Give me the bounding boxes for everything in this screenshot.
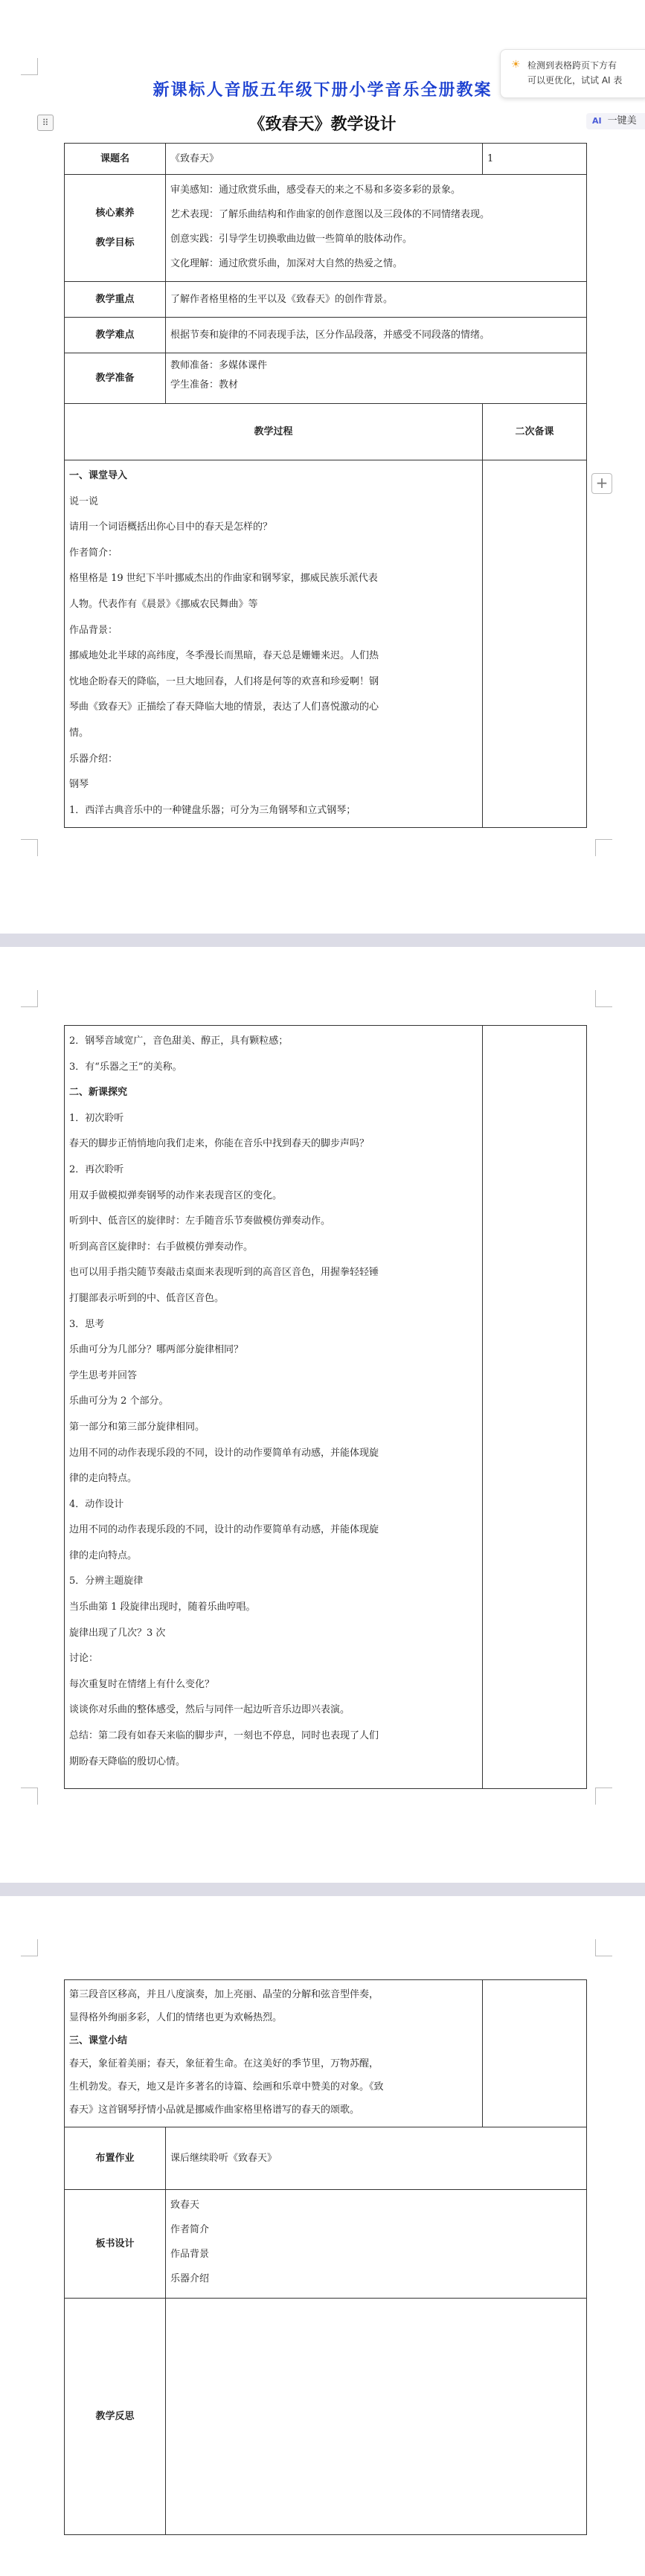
page-corner-mark	[21, 839, 38, 856]
process-header: 教学过程	[65, 404, 483, 460]
page-corner-mark	[595, 1788, 612, 1805]
notes-header: 二次备课	[483, 404, 587, 460]
process-line: 5．分辨主题旋律	[69, 1576, 144, 1587]
page-corner-mark	[21, 58, 38, 75]
core-goals-label	[65, 175, 166, 282]
process-cell-page-3	[65, 1980, 483, 2127]
process-line: 显得格外绚丽多彩，人们的情绪也更为欢畅热烈。	[69, 2012, 283, 2023]
process-line: 作者简介：	[69, 547, 118, 559]
process-line: 总结：第二段有如春天来临的脚步声，一刻也不停息，同时也表现了人们	[69, 1730, 379, 1742]
reflection-cell[interactable]	[166, 2299, 587, 2535]
process-line: 期盼春天降临的殷切心情。	[69, 1756, 186, 1767]
process-line: 边用不同的动作表现乐段的不同，设计的动作要简单有动感，并能体现旋	[69, 1447, 379, 1459]
page-title: 《致春天》教学设计	[248, 115, 397, 134]
teaching-goals-label: 教学目标	[95, 237, 135, 248]
page-corner-mark	[21, 1788, 38, 1805]
preparation-cell	[166, 353, 587, 404]
board-item: 乐器介绍	[170, 2273, 210, 2284]
lesson-table-part-1	[64, 143, 587, 828]
core-literacy-label: 核心素养	[95, 207, 135, 219]
preparation-item: 教师准备：多媒体课件	[170, 360, 268, 371]
process-line: 挪威地处北半球的高纬度，冬季漫长而黑暗，春天总是姗姗来迟。人们热	[69, 650, 379, 662]
doc-banner: 新课标人音版五年级下册小学音乐全册教案	[153, 80, 492, 100]
ai-beautify-label: 一键美	[607, 115, 637, 126]
process-line: 1．初次聆听	[69, 1112, 124, 1124]
section-heading: 三、课堂小结	[69, 2035, 128, 2046]
difficulty-label: 教学难点	[65, 318, 166, 353]
process-line: 春天，象征着美丽；春天，象征着生命。在这美好的季节里，万物苏醒，	[69, 2058, 379, 2069]
topic-hours: 1	[483, 144, 587, 175]
key-points-value: 了解作者格里格的生平以及《致春天》的创作背景。	[166, 282, 587, 318]
process-line: 情。	[69, 727, 89, 739]
process-line: 生机勃发。春天，地又是许多著名的诗篇、绘画和乐章中赞美的对象。《致	[69, 2081, 384, 2092]
process-lines	[69, 1029, 478, 1775]
notes-cell-page-2[interactable]	[483, 1026, 587, 1789]
core-goal-item: 艺术表现：了解乐曲结构和作曲家的创作意图以及三段体的不同情绪表现。	[170, 209, 490, 220]
preparation-label: 教学准备	[65, 353, 166, 404]
reflection-label: 教学反思	[65, 2299, 166, 2535]
core-goal-item: 文化理解：通过欣赏乐曲，加深对大自然的热爱之情。	[170, 258, 403, 269]
process-lines	[69, 463, 478, 823]
process-line: 听到中、低音区的旋律时：左手随音乐节奏做模仿弹奏动作。	[69, 1215, 331, 1227]
notes-cell-page-3[interactable]	[483, 1980, 587, 2127]
page-2	[0, 947, 645, 1883]
page-separator	[0, 934, 645, 947]
page-corner-mark	[595, 990, 612, 1007]
process-cell-page-2	[65, 1026, 483, 1789]
page-3	[0, 1896, 645, 2576]
process-line: 春天的脚步正悄悄地向我们走来，你能在音乐中找到春天的脚步声吗？	[69, 1138, 370, 1150]
page-corner-mark	[595, 839, 612, 856]
process-line: 谈谈你对乐曲的整体感受，然后与同伴一起边听音乐边即兴表演。	[69, 1704, 350, 1716]
ai-tag-icon: AI	[592, 116, 602, 126]
process-line: 3．有“乐器之王”的美称。	[69, 1061, 182, 1073]
section-heading: 一、课堂导入	[69, 470, 128, 481]
process-line: 2．再次聆听	[69, 1163, 124, 1175]
process-line: 也可以用手指尖随节奏敲击桌面来表现听到的高音区音色，用握拳轻轻锤	[69, 1267, 379, 1279]
process-line: 作品背景：	[69, 624, 118, 636]
process-line: 听到高音区旋律时：右手做模仿弹奏动作。	[69, 1241, 254, 1253]
add-row-button[interactable]: +	[591, 473, 612, 494]
process-line: 当乐曲第 1 段旋律出现时，随着乐曲哼唱。	[69, 1602, 256, 1613]
process-lines	[69, 1983, 478, 2121]
topic-label: 课题名	[65, 144, 166, 175]
topic-value: 《致春天》	[166, 144, 483, 175]
section-heading: 二、新课探究	[69, 1087, 128, 1099]
page-corner-mark	[595, 1939, 612, 1956]
process-line: 边用不同的动作表现乐段的不同，设计的动作要简单有动感，并能体现旋	[69, 1524, 379, 1536]
process-cell-page-1	[65, 460, 483, 828]
process-line: 旋律出现了几次？3 次	[69, 1627, 166, 1639]
ai-beautify-button[interactable]	[586, 113, 645, 129]
process-line: 乐曲可分为 2 个部分。	[69, 1395, 169, 1407]
page-corner-mark	[21, 1939, 38, 1956]
lightbulb-icon: ☀	[511, 59, 521, 71]
homework-label: 布置作业	[65, 2127, 166, 2190]
process-line: 用双手做模拟弹奏钢琴的动作来表现音区的变化。	[69, 1189, 283, 1201]
process-line: 请用一个词语概括出你心目中的春天是怎样的？	[69, 521, 273, 533]
homework-value: 课后继续聆听《致春天》	[166, 2127, 587, 2190]
board-item: 作品背景	[170, 2249, 210, 2260]
process-line: 人物。代表作有《晨景》《挪威农民舞曲》等	[69, 598, 258, 610]
core-goals-cell	[166, 175, 587, 282]
process-line: 春天》这首钢琴抒情小品就是挪威作曲家格里格谱写的春天的颂歌。	[69, 2104, 360, 2116]
lesson-table-part-2	[64, 1025, 587, 1789]
board-design-label: 板书设计	[65, 2190, 166, 2299]
process-line: 乐器介绍：	[69, 753, 118, 765]
ai-popup-text-2: 可以更优化，试试 AI 表	[527, 75, 623, 86]
process-line: 4．动作设计	[69, 1498, 124, 1510]
process-line: 格里格是 19 世纪下半叶挪威杰出的作曲家和钢琴家，挪威民族乐派代表	[69, 573, 378, 585]
process-line: 说一说	[69, 495, 99, 507]
key-points-label: 教学重点	[65, 282, 166, 318]
process-line: 学生思考并回答	[69, 1369, 138, 1381]
process-line: 忱地企盼春天的降临，一旦大地回春，人们将是何等的欢喜和珍爱啊！钢	[69, 675, 379, 687]
process-line: 2．钢琴音域宽广，音色甜美、醇正，具有颗粒感；	[69, 1035, 289, 1047]
process-line: 第三段音区移高，并且八度演奏，加上亮丽、晶莹的分解和弦音型伴奏，	[69, 1989, 379, 2000]
core-goal-item: 审美感知：通过欣赏乐曲，感受春天的来之不易和多姿多彩的景象。	[170, 184, 461, 196]
page-separator	[0, 1883, 645, 1896]
ai-suggestion-popup[interactable]	[500, 49, 645, 98]
process-line: 琴曲《致春天》正描绘了春天降临大地的情景，表达了人们喜悦激动的心	[69, 701, 379, 713]
process-line: 乐曲可分为几部分？哪两部分旋律相同？	[69, 1344, 244, 1356]
process-line: 3．思考	[69, 1318, 105, 1330]
process-line: 钢琴	[69, 779, 89, 791]
page-corner-mark	[21, 990, 38, 1007]
board-item: 致春天	[170, 2200, 200, 2211]
process-line: 1．西洋古典音乐中的一种键盘乐器；可分为三角钢琴和立式钢琴；	[69, 804, 356, 816]
notes-cell-page-1[interactable]	[483, 460, 587, 828]
core-goal-item: 创意实践：引导学生切换歌曲边做一些简单的肢体动作。	[170, 234, 413, 245]
process-line: 每次重复时在情绪上有什么变化？	[69, 1678, 215, 1690]
process-line: 打腿部表示听到的中、低音区音色。	[69, 1292, 225, 1304]
board-design-cell	[166, 2190, 587, 2299]
board-item: 作者简介	[170, 2224, 210, 2235]
page-1	[0, 0, 645, 934]
difficulty-value: 根据节奏和旋律的不同表现手法，区分作品段落，并感受不同段落的情绪。	[166, 318, 587, 353]
ai-popup-text-1: 检测到表格跨页下方有	[527, 60, 617, 71]
lesson-table-part-3	[64, 1979, 587, 2535]
process-line: 讨论：	[69, 1653, 99, 1665]
preparation-item: 学生准备：教材	[170, 379, 239, 391]
process-line: 律的走向特点。	[69, 1549, 138, 1561]
process-line: 第一部分和第三部分旋律相同。	[69, 1421, 205, 1433]
process-line: 律的走向特点。	[69, 1473, 138, 1485]
table-drag-handle-icon[interactable]: ⠿	[37, 115, 54, 131]
